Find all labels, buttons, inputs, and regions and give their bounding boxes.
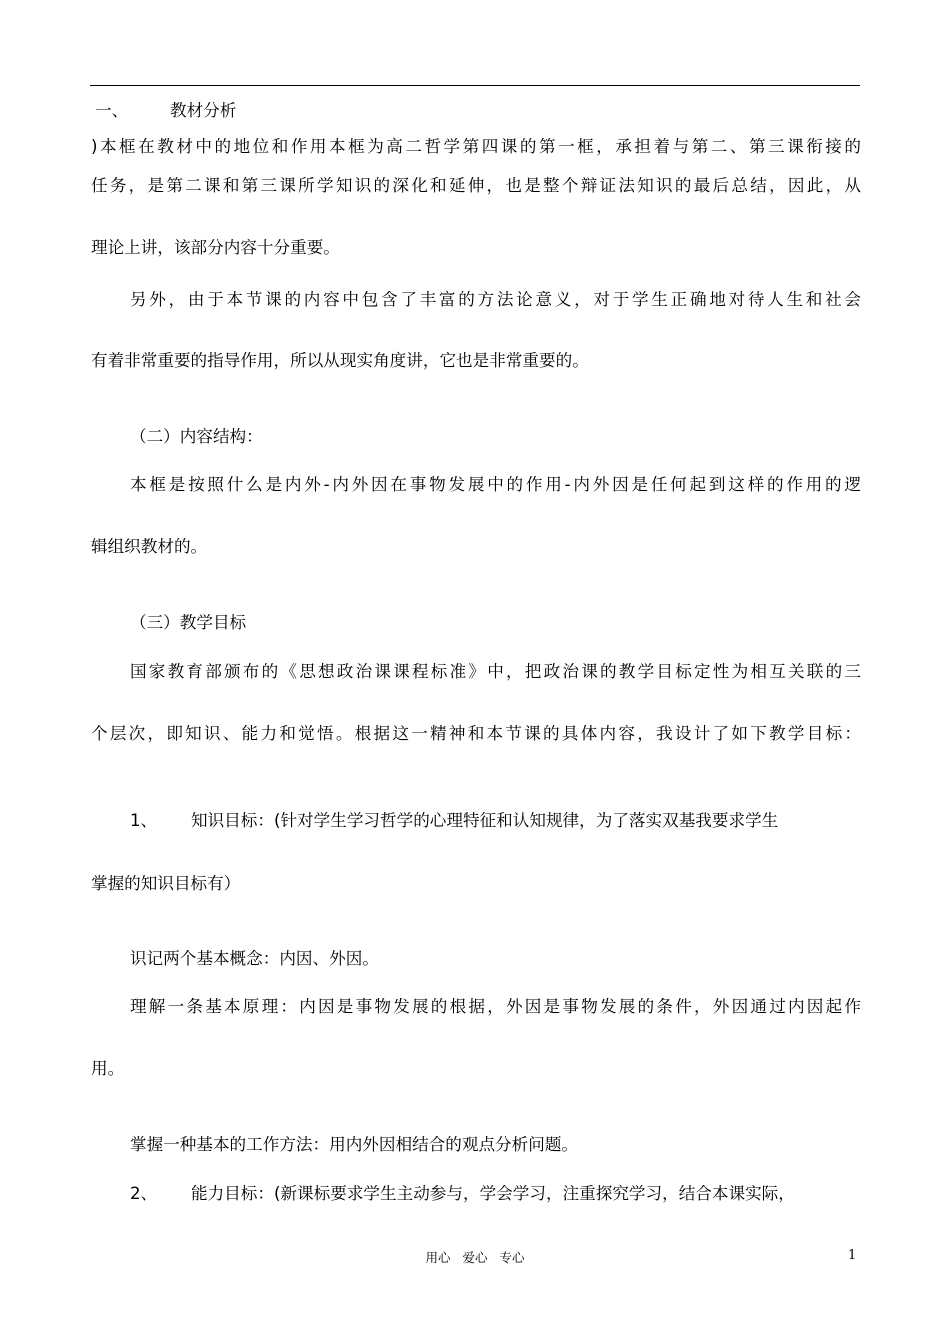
footer-text: 爱心 — [462, 1250, 488, 1265]
paragraph-line: 掌握一种基本的工作方法：用内外因相结合的观点分析问题。 — [130, 1135, 579, 1154]
section-number: 一、 — [95, 101, 129, 120]
paragraph-line: 用。 — [91, 1059, 125, 1078]
paragraph-line: 理解一条基本原理：内因是事物发展的根据，外因是事物发展的条件，外因通过内因起作 — [130, 997, 861, 1016]
footer-text: 用心 — [425, 1250, 451, 1265]
list-item-ability-goal — [130, 1183, 861, 1205]
paragraph-line: 任务，是第二课和第三课所学知识的深化和延伸，也是整个辩证法知识的最后总结，因此，从 — [91, 176, 861, 195]
list-number: 1、 — [130, 811, 158, 830]
paragraph-line: 个层次，即知识、能力和觉悟。根据这一精神和本节课的具体内容，我设计了如下教学目标： — [91, 724, 861, 743]
page-footer — [0, 1248, 950, 1266]
paragraph-line: 掌握的知识目标有） — [91, 874, 241, 893]
list-text: 知识目标：(针对学生学习哲学的心理特征和认知规律，为了落实双基我要求学生 — [191, 811, 779, 830]
paragraph-line: 本框是按照什么是内外-内外因在事物发展中的作用-内外因是任何起到这样的作用的逻 — [130, 475, 861, 494]
footer-text: 专心 — [499, 1250, 525, 1265]
section-heading-1 — [91, 100, 861, 122]
subheading-teaching-goals: （三）教学目标 — [130, 613, 247, 632]
paragraph-line: 另外，由于本节课的内容中包含了丰富的方法论意义，对于学生正确地对待人生和社会 — [130, 290, 861, 309]
page-number: 1 — [848, 1248, 857, 1263]
subheading-content-structure: （二）内容结构： — [130, 427, 263, 446]
paragraph-line: 辑组织教材的。 — [91, 537, 208, 556]
list-item-knowledge-goal — [130, 810, 861, 832]
paragraph-line: 国家教育部颁布的《思想政治课课程标准》中，把政治课的教学目标定性为相互关联的三 — [130, 662, 861, 681]
list-number: 2、 — [130, 1184, 158, 1203]
paragraph-line: 识记两个基本概念：内因、外因。 — [130, 949, 379, 968]
paragraph-line: )本框在教材中的地位和作用本框为高二哲学第四课的第一框，承担着与第二、第三课衔接的 — [91, 137, 861, 156]
paragraph-line: 理论上讲，该部分内容十分重要。 — [91, 238, 340, 257]
list-text: 能力目标：(新课标要求学生主动参与，学会学习，注重探究学习，结合本课实际， — [191, 1184, 795, 1203]
header-rule — [90, 85, 860, 86]
paragraph-line: 有着非常重要的指导作用，所以从现实角度讲，它也是非常重要的。 — [91, 351, 589, 370]
section-title: 教材分析 — [170, 101, 237, 120]
